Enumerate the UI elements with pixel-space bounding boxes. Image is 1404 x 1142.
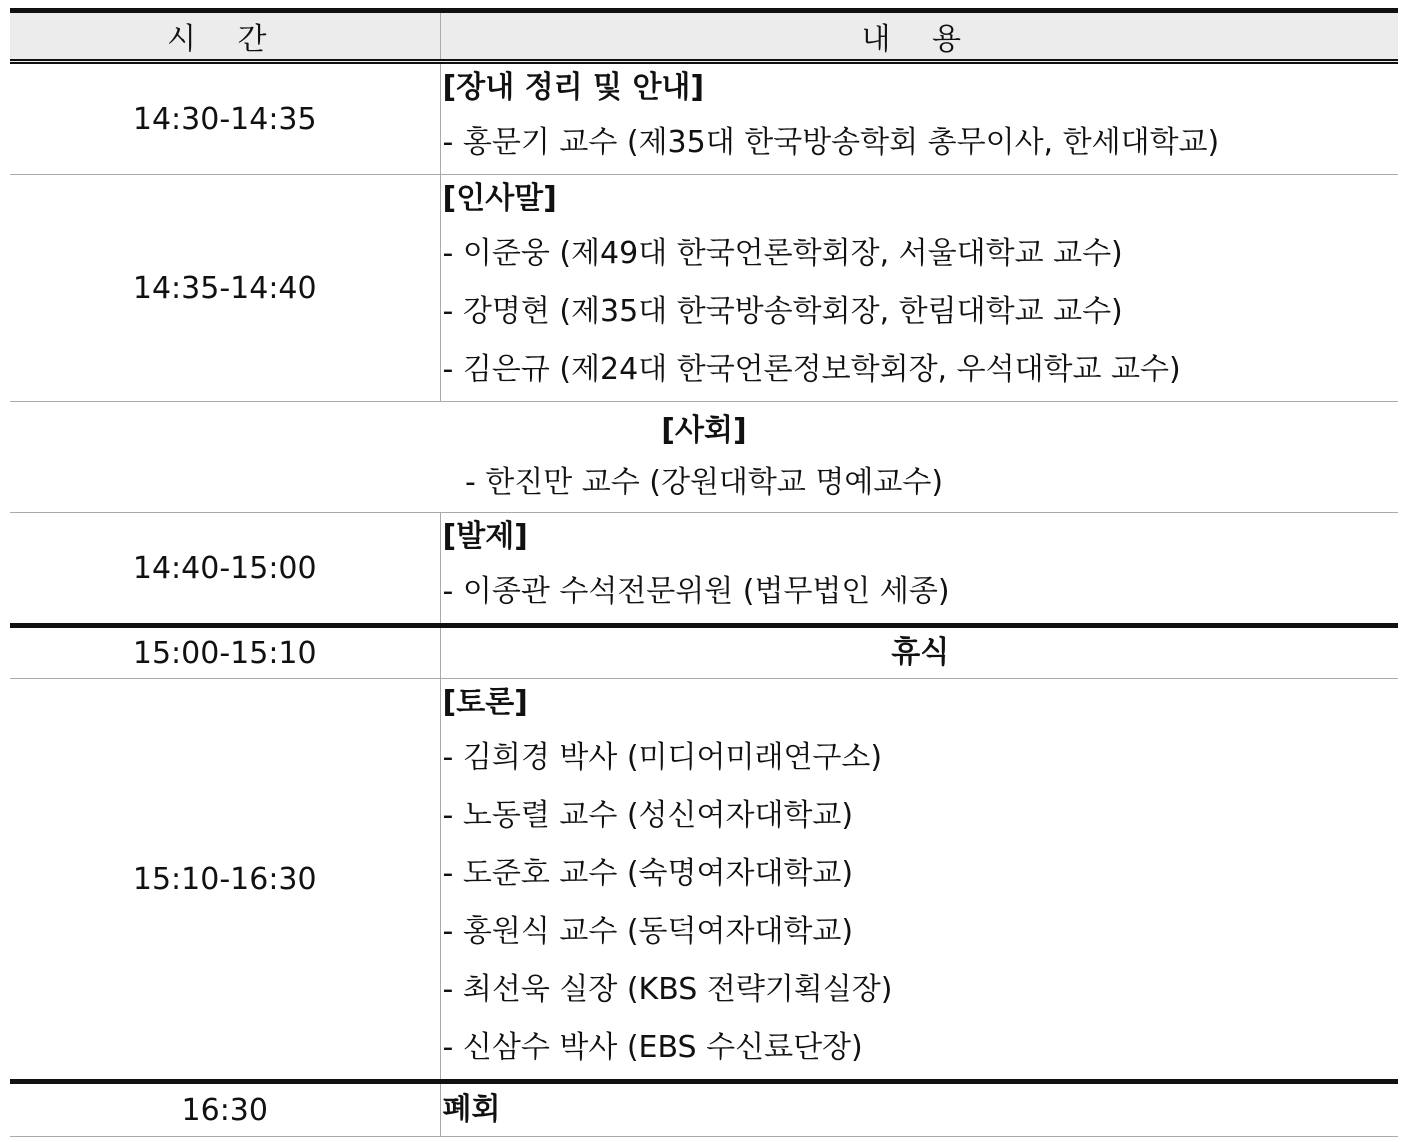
speaker-line: - 도준호 교수 (숙명여자대학교): [443, 847, 1399, 905]
table-row: [10, 679, 1398, 1082]
moderator-line: - 한진만 교수 (강원대학교 명예교수): [464, 465, 944, 500]
speaker-line: - 최선욱 실장 (KBS 전략기획실장): [443, 963, 1399, 1021]
session-content: [440, 62, 1398, 175]
time-column-header: 시 간: [10, 11, 440, 62]
moderator-cell: [10, 402, 1398, 513]
table-row: [10, 626, 1398, 679]
speaker-line: - 홍문기 교수 (제35대 한국방송학회 총무이사, 한세대학교): [443, 116, 1399, 174]
session-heading: [발제]: [442, 519, 528, 554]
table-row: [10, 175, 1398, 402]
session-heading: [장내 정리 및 안내]: [442, 70, 705, 105]
session-content: [440, 679, 1398, 1082]
session-time: 14:40-15:00: [10, 513, 440, 626]
speaker-line: - 김희경 박사 (미디어미래연구소): [443, 731, 1399, 789]
table-row: [10, 402, 1398, 513]
session-heading: [사회]: [661, 413, 747, 448]
table-row: [10, 1082, 1398, 1137]
session-time: 16:30: [10, 1082, 440, 1137]
break-label: 휴식: [891, 635, 950, 670]
speaker-line: - 김은규 (제24대 한국언론정보학회장, 우석대학교 교수): [443, 343, 1399, 401]
session-content: [440, 175, 1398, 402]
session-content: [440, 1082, 1398, 1137]
program-schedule-table: [10, 8, 1398, 1137]
table-row: [10, 513, 1398, 626]
table-row: [10, 62, 1398, 175]
session-time: 14:30-14:35: [10, 62, 440, 175]
speaker-line: - 이준웅 (제49대 한국언론학회장, 서울대학교 교수): [443, 227, 1399, 285]
speaker-line: - 이종관 수석전문위원 (법무법인 세종): [443, 565, 1399, 623]
table-header-row: [10, 11, 1398, 62]
session-time: 15:10-16:30: [10, 679, 440, 1082]
session-content: [440, 513, 1398, 626]
speaker-line: - 노동렬 교수 (성신여자대학교): [443, 789, 1399, 847]
session-time: 14:35-14:40: [10, 175, 440, 402]
session-content: [440, 626, 1398, 679]
speaker-line: - 홍원식 교수 (동덕여자대학교): [443, 905, 1399, 963]
closing-label: 폐회: [442, 1092, 501, 1127]
session-time: 15:00-15:10: [10, 626, 440, 679]
content-column-header: 내 용: [440, 11, 1398, 62]
speaker-line: - 강명현 (제35대 한국방송학회장, 한림대학교 교수): [443, 285, 1399, 343]
speaker-line: - 신삼수 박사 (EBS 수신료단장): [443, 1021, 1399, 1079]
session-heading: [인사말]: [442, 181, 557, 216]
session-heading: [토론]: [442, 685, 528, 720]
